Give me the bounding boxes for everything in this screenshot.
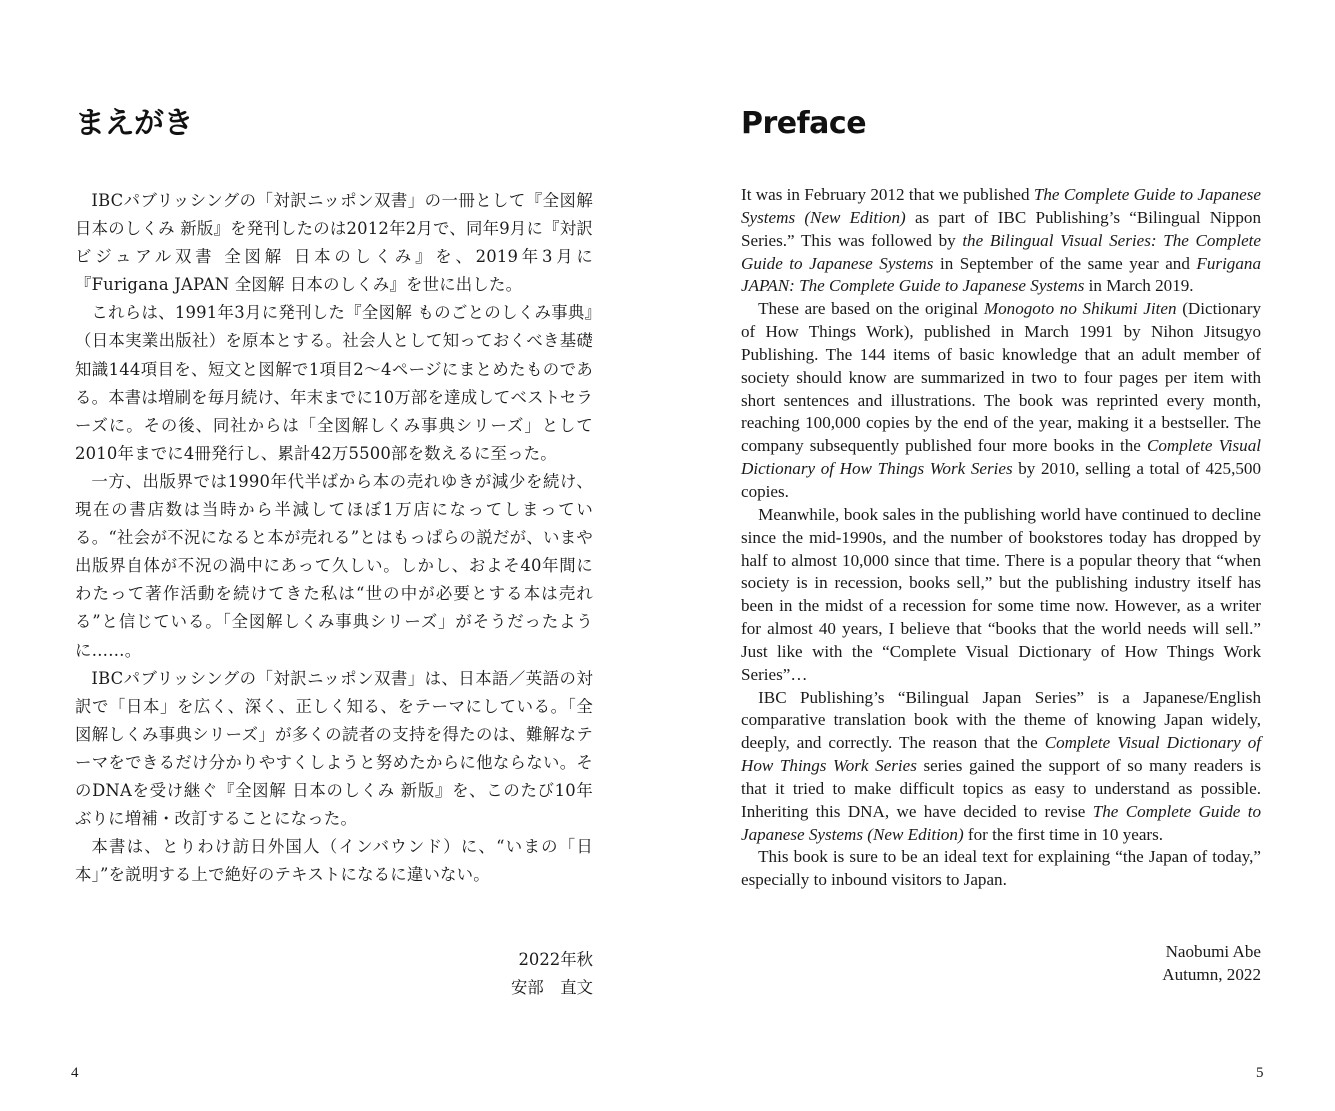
text-run: in September of the same year and <box>933 253 1197 273</box>
book-title: Furigana JAPAN: The Complete Guide to Japanese Systems <box>741 253 1261 296</box>
text-run: by 2010, selling a total of 425,500 copies. <box>741 459 1261 501</box>
preface-body-en <box>741 184 1261 892</box>
paragraph: IBCパブリッシングの「対訳ニッポン双書」は、日本語／英語の対訳で「日本」を広く、深く、正しく知る、をテーマにしている。「全図解しくみ事典シリーズ」が多くの読者の支持を得たのは、難解なテーマをできるだけ分かりやすくしようと努めたからに他ならない。そのDNAを受け継ぐ『全図解 日本のしくみ 新版』を、このたび10年ぶりに増補・改訂することになった。 <box>75 668 593 829</box>
page-heading-ja: まえがき <box>75 106 193 141</box>
right-page <box>667 0 1335 1111</box>
signature-author: Naobumi Abe <box>1165 942 1261 961</box>
preface-body-ja <box>75 187 593 889</box>
paragraph: 本書は、とりわけ訪日外国人（インバウンド）に、“いまの「日本」”を説明する上で絶好のテキストになるに違いない。 <box>75 837 593 885</box>
book-title: Complete Visual Dictionary of How Things Work Series <box>741 436 1261 479</box>
text-run: as part of IBC Publishing’s “Bilingual Nippon Series.” This was followed by <box>741 207 1261 250</box>
page-number: 5 <box>1256 1065 1264 1081</box>
text-run: These are based on the original <box>758 299 984 319</box>
signature-date: 2022年秋 <box>518 950 593 969</box>
text-run: (Dictionary of How Things Work), published in March 1991 by Nihon Jitsugyo Publishing. The 144 items of basic knowledge that an adult member of society should know are summarized in two to four pages per item with short sentences and illustrations. The book was reprinted every month, reaching 100,000 copies by the end of the year, making it a bestseller. The company subsequently published four more books in the <box>741 299 1261 456</box>
text-run: IBC Publishing’s “Bilingual Japan Series” is a Japanese/English comparative translation book with the theme of knowing Japan widely, deeply, and correctly. The reason that the <box>741 687 1261 753</box>
book-title: Complete Visual Dictionary of How Things Work Series <box>741 733 1261 776</box>
signature-ja <box>75 946 593 1002</box>
book-title: The Complete Guide to Japanese Systems (New Edition) <box>741 185 1261 227</box>
paragraph: This book is sure to be an ideal text for explaining “the Japan of today,” especially to inbound visitors to Japan. <box>741 847 1261 890</box>
book-title: Monogoto no Shikumi Jiten <box>983 299 1177 319</box>
paragraph: Meanwhile, book sales in the publishing world have continued to decline since the mid-1990s, and the number of bookstores today has dropped by half to almost 10,000 since that time. There is a popular theory that “when society is in recession, books sell,” but the publishing industry itself has been in the midst of a recession for some time now. However, as a writer for almost 40 years, I believe that “books that the world needs will sell.” Just like with the “Complete Visual Dictionary of How Things Work Series”… <box>741 504 1261 684</box>
paragraph: これらは、1991年3月に発刊した『全図解 ものごとのしくみ事典』（日本実業出版社）を原本とする。社会人として知っておくべき基礎知識144項目を、短文と図解で1項目2～4ページにまとめたものである。本書は増刷を毎月続け、年末までに10万部を達成してベストセラーズに。その後、同社からは「全図解しくみ事典シリーズ」として2010年までに4冊発行し、累計42万5500部を数えるに至った。 <box>75 303 593 463</box>
paragraph <box>741 298 1261 504</box>
paragraph <box>741 687 1261 847</box>
left-page <box>0 0 667 1111</box>
text-run: It was in February 2012 that we published <box>741 185 1034 204</box>
page-number: 4 <box>71 1065 79 1081</box>
page-heading-en: Preface <box>741 106 867 141</box>
book-title: The Complete Guide to Japanese Systems (New Edition) <box>741 801 1262 844</box>
text-run: series gained the support of so many readers is that it tried to make difficult topics as easy to understand as possible. Inheriting this DNA, we have decided to revise <box>741 756 1261 821</box>
signature-author: 安部 直文 <box>511 978 593 997</box>
paragraph: 一方、出版界では1990年代半ばから本の売れゆきが減少を続け、現在の書店数は当時から半減してほぼ1万店になってしまっている。“社会が不況になると本が売れる”とはもっぱらの説だが、いまや出版界自体が不況の渦中にあって久しい。しかし、およそ40年間にわたって著作活動を続けてきた私は“世の中が必要とする本は売れる”と信じている。「全図解しくみ事典シリーズ」がそうだったように……。 <box>75 471 593 660</box>
signature-en <box>741 940 1261 986</box>
signature-date: Autumn, 2022 <box>1162 965 1261 984</box>
book-title: the Bilingual Visual Series: The Complete Guide to Japanese Systems <box>741 230 1261 273</box>
paragraph <box>741 184 1261 298</box>
paragraph: IBCパブリッシングの「対訳ニッポン双書」の一冊として『全図解 日本のしくみ 新版』を発刊したのは2012年2月で、同年9月に『対訳ビジュアル双書 全図解 日本のしくみ』を、2019年3月に『Furigana JAPAN 全図解 日本のしくみ』を世に出した。 <box>75 191 593 295</box>
text-run: in March 2019. <box>1084 276 1194 296</box>
text-run: for the first time in 10 years. <box>963 824 1164 844</box>
